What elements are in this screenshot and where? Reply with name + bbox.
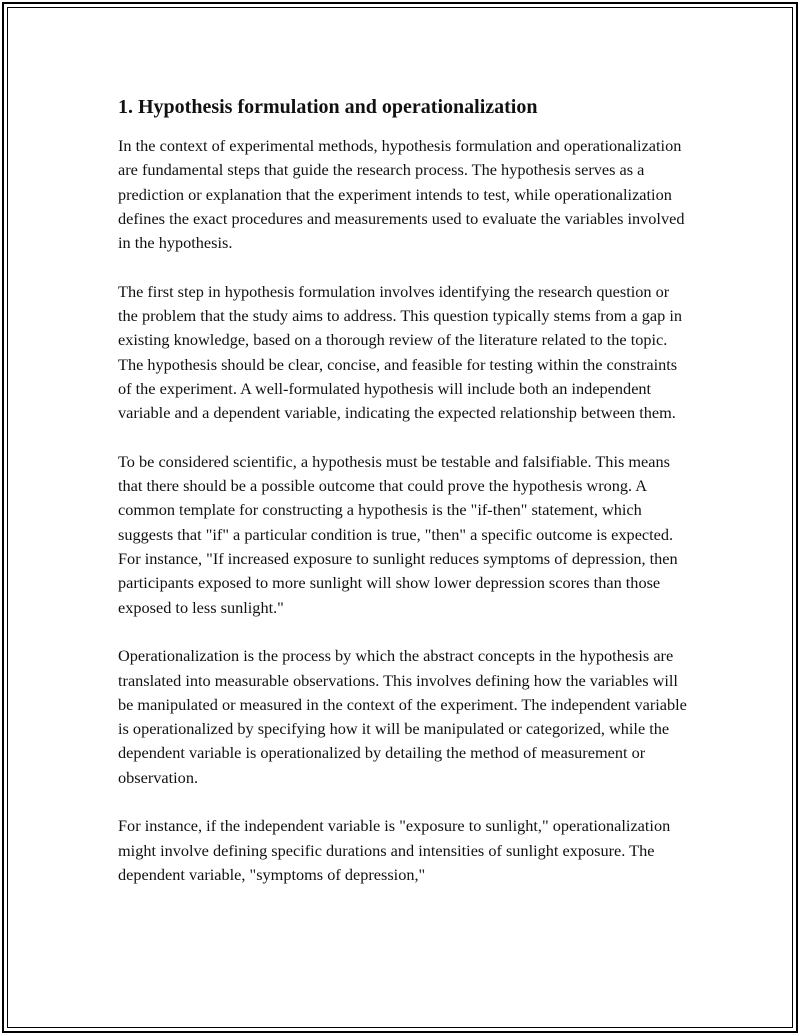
- paragraph-intro: In the context of experimental methods, hypothesis formulation and operationalization are fundamental steps that guide the research process. The hypothesis serves as a prediction or explanation that the experiment intends to test, while operationalization defines the exact procedures and measurements used to evaluate the variables involved in the hypothesis.: [118, 136, 685, 253]
- paragraph-testability: To be considered scientific, a hypothesis must be testable and falsifiable. This means that there should be a possible outcome that could prove the hypothesis wrong. A common template for constructing a hypothesis is the "if-then" statement, which suggests that "if" a particular condition is true, "then" a specific outcome is expected. For instance, "If increased exposure to sunlight reduces symptoms of depression, then participants exposed to more sunlight will show lower depression scores than those exposed to less sunlight.": [118, 451, 678, 617]
- paragraph-operationalization: Operationalization is the process by which the abstract concepts in the hypothesis are translated into measurable observations. This involves defining how the variables will be manipulated or measured in the context of the experiment. The independent variable is operationalized by specifying how it will be manipulated or categorized, while the dependent variable is operationalized by detailing the method of measurement or observation.: [118, 646, 687, 787]
- document-body: [118, 94, 693, 912]
- section-heading: 1. Hypothesis formulation and operationalization: [118, 96, 538, 118]
- paragraph-first-step: The first step in hypothesis formulation involves identifying the research question or the problem that the study aims to address. This question typically stems from a gap in existing knowledge, based on a thorough review of the literature related to the topic. The hypothesis should be clear, concise, and feasible for testing within the constraints of the experiment. A well-formulated hypothesis will include both an independent variable and a dependent variable, indicating the expected relationship between them.: [118, 281, 683, 423]
- paragraph-example: For instance, if the independent variable is "exposure to sunlight," operationalization might involve defining specific durations and intensities of sunlight exposure. The dependent variable, "symptoms of depression,": [118, 816, 671, 884]
